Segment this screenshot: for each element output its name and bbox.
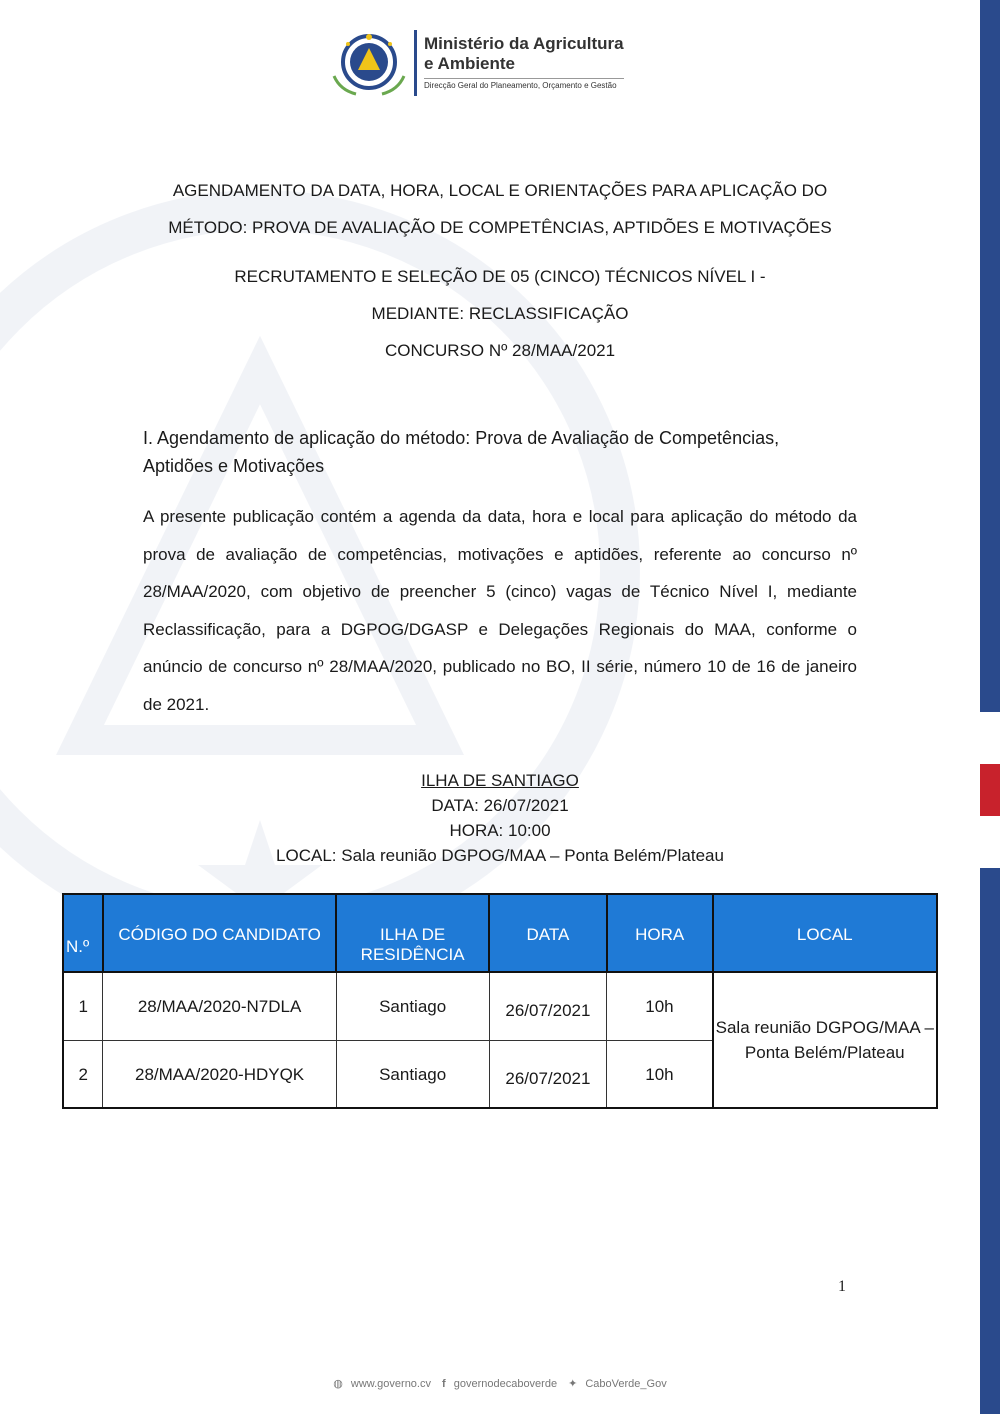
title-line-3: RECRUTAMENTO E SELEÇÃO DE 05 (CINCO) TÉCNICOS NÍVEL I - bbox=[234, 267, 766, 286]
cell-code: 28/MAA/2020-HDYQK bbox=[103, 1040, 336, 1108]
coat-of-arms-icon bbox=[326, 28, 412, 98]
col-header-date: DATA bbox=[489, 894, 607, 972]
schedule-date: DATA: 26/07/2021 bbox=[431, 796, 569, 815]
title-line-4: MEDIANTE: RECLASSIFICAÇÃO bbox=[371, 304, 629, 323]
globe-icon: ◍ bbox=[333, 1378, 343, 1390]
section-heading-line-2: Aptidões e Motivações bbox=[143, 456, 325, 476]
table-row bbox=[63, 972, 937, 1040]
title-line-5: CONCURSO Nº 28/MAA/2021 bbox=[384, 341, 616, 360]
page-number: 1 bbox=[838, 1278, 846, 1295]
col-header-time: HORA bbox=[607, 894, 713, 972]
col-header-local: LOCAL bbox=[713, 894, 937, 972]
schedule-time: HORA: 10:00 bbox=[449, 821, 551, 840]
cell-time: 10h bbox=[607, 1040, 713, 1108]
section-heading-line-1: I. Agendamento de aplicação do método: Prova de Avaliação de Competências, bbox=[143, 428, 780, 448]
cell-time: 10h bbox=[607, 972, 713, 1040]
col-header-code: CÓDIGO DO CANDIDATO bbox=[103, 894, 336, 972]
twitter-icon: ✦ bbox=[568, 1378, 578, 1390]
cell-island: Santiago bbox=[336, 972, 489, 1040]
ministry-name-line2: e Ambiente bbox=[424, 54, 516, 73]
schedule-block bbox=[0, 768, 1000, 868]
facebook-icon: f bbox=[442, 1378, 446, 1390]
cell-code: 28/MAA/2020-N7DLA bbox=[103, 972, 336, 1040]
cell-number: 2 bbox=[63, 1040, 103, 1108]
island-heading: ILHA DE SANTIAGO bbox=[421, 771, 579, 790]
col-header-number: N.º bbox=[63, 894, 103, 972]
ministry-name: Ministério da Agricultura bbox=[424, 34, 624, 53]
cell-number: 1 bbox=[63, 972, 103, 1040]
cell-date: 26/07/2021 bbox=[489, 972, 607, 1040]
cell-island: Santiago bbox=[336, 1040, 489, 1108]
contest-title bbox=[0, 258, 1000, 369]
col-header-island: ILHA DE RESIDÊNCIA bbox=[336, 894, 489, 972]
body-paragraph: A presente publicação contém a agenda da data, hora e local para aplicação do método da prova de avaliação de competências, motivações e aptidões, referente ao concurso nº 28/MAA/2020, com objetivo de preencher 5 (cinco) vagas de Técnico Nível I, mediante Reclassificação, para a DGPOG/DGASP e Delegações Regionais do MAA, conforme o anúncio de concurso nº 28/MAA/2020, publicado no BO, II série, número 10 de 16 de janeiro de 2021. bbox=[143, 507, 857, 714]
section-heading bbox=[143, 424, 863, 480]
candidates-table bbox=[62, 893, 938, 1109]
footer-facebook[interactable]: governodecaboverde bbox=[453, 1378, 558, 1390]
header-divider bbox=[414, 30, 417, 96]
footer bbox=[0, 1377, 1000, 1390]
schedule-location: LOCAL: Sala reunião DGPOG/MAA – Ponta Belém/Plateau bbox=[276, 846, 724, 865]
cell-local: Sala reunião DGPOG/MAA – Ponta Belém/Plateau bbox=[713, 972, 937, 1108]
ministry-header bbox=[326, 28, 686, 104]
footer-website[interactable]: www.governo.cv bbox=[350, 1378, 431, 1390]
title-line-2: MÉTODO: PROVA DE AVALIAÇÃO DE COMPETÊNCIAS, APTIDÕES E MOTIVAÇÕES bbox=[168, 218, 832, 237]
document-title bbox=[0, 172, 1000, 246]
footer-twitter[interactable]: CaboVerde_Gov bbox=[585, 1378, 667, 1390]
cell-date: 26/07/2021 bbox=[489, 1040, 607, 1108]
table-header-row bbox=[63, 894, 937, 972]
side-bar-blue-bottom bbox=[980, 868, 1000, 1414]
directorate-name: Direcção Geral do Planeamento, Orçamento e Gestão bbox=[424, 78, 624, 90]
title-line-1: AGENDAMENTO DA DATA, HORA, LOCAL E ORIENTAÇÕES PARA APLICAÇÃO DO bbox=[172, 181, 828, 200]
